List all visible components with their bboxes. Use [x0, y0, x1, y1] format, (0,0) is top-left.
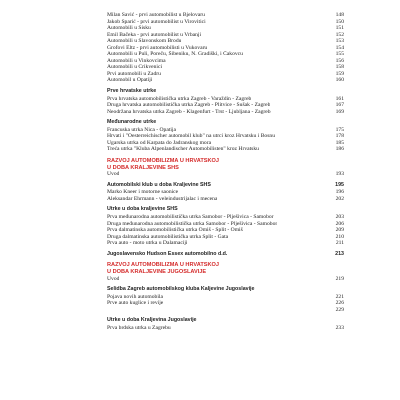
toc-page-number: 158 — [335, 64, 344, 71]
toc-entry-title: Jugoslavensko Hudson Essex automobilno d.d. — [107, 250, 228, 257]
toc-page-number: 229 — [335, 306, 344, 313]
toc-entry-title: Francuska utrka Nica - Opatija — [107, 126, 176, 133]
toc-page-number: 219 — [335, 275, 344, 282]
toc-entry[interactable] — [107, 325, 344, 332]
toc-section-heading: Prve hrvatske utrke — [107, 88, 157, 95]
toc-page-number: 203 — [335, 214, 344, 221]
toc-page-number: 160 — [335, 77, 344, 84]
toc-page-number: 233 — [335, 324, 344, 331]
toc-entry-title: Prve auto kuglice i revije — [107, 300, 164, 307]
toc-page-number: 211 — [335, 240, 344, 247]
toc-page-number: 159 — [335, 70, 344, 77]
toc-entry-title: Prvi automobili u Zadru — [107, 70, 161, 77]
toc-page-number: 206 — [335, 220, 344, 227]
toc-entry-title: Uvod — [107, 171, 120, 178]
toc-page-number: 175 — [335, 126, 344, 133]
toc-page-number: 151 — [335, 25, 344, 32]
toc-entry-title: Prva brdska utrka u Zagrebu — [107, 324, 171, 331]
toc-entry-title: Druga međunarodna automobilistička utrka Samobor - Plješivica - Samobor — [107, 220, 278, 227]
toc-section-heading: Utrke u doba Kraljevina Jugoslavije — [107, 317, 197, 324]
toc-entry-title: Automobilski klub u doba Kraljevine SHS — [107, 181, 211, 188]
toc-entry[interactable] — [107, 276, 344, 283]
toc-page-number: 226 — [335, 300, 344, 307]
toc-page-number: 150 — [335, 18, 344, 25]
toc-entry-title: Prva hrvatska automobilistička utrka Zagreb - Varaždin - Zagreb — [107, 95, 252, 102]
toc-chapter-title: U DOBA KRALJEVINE JUGOSLAVIJE — [107, 268, 207, 275]
toc-page-number: 196 — [335, 189, 344, 196]
toc-entry-title: Hrvati i "Oesterreichischer automobil klub" na utrci kroz Hrvatsku i Bosnu — [107, 133, 275, 140]
toc-page-number: 202 — [335, 195, 344, 202]
toc-entry-title: Druga dalmatinska automobilistička utrka Split - Gata — [107, 233, 229, 240]
toc-page-number: 153 — [335, 38, 344, 45]
toc-entry[interactable] — [107, 171, 344, 178]
toc-page-number: 186 — [335, 146, 344, 153]
toc-page-number: 152 — [335, 31, 344, 38]
toc-entry-title: Emil Bačeka - prvi automobilist u Vrbanji — [107, 31, 202, 38]
toc-page-number: 154 — [335, 44, 344, 51]
toc-entry-title: Prva dalmatinska automobilistička utrka Omiš - Split - Omiš — [107, 227, 243, 234]
toc-entry-title: Marko Kneer i motorne saonice — [107, 189, 179, 196]
toc-entry-title: Grofovi Eltz - prvi automobilisti u Vukovaru — [107, 44, 208, 51]
toc-entry[interactable] — [107, 109, 344, 116]
toc-chapter-title: RAZVOJ AUTOMOBILIZMA U HRVATSKOJ — [107, 262, 219, 269]
toc-entry[interactable] — [107, 146, 344, 153]
toc-entry-title: Prva auto - moto utrka u Dalamaciji — [107, 240, 188, 247]
toc-page-number: 213 — [335, 250, 344, 257]
toc-entry-title: Automobili u Slavonskom Brodu — [107, 38, 182, 45]
toc-section-heading: Međunarodne utrke — [107, 119, 157, 126]
toc-page-number: 209 — [335, 227, 344, 234]
toc-entry-title: Milan Savić - prvi automobilist u Bjelovaru — [107, 12, 205, 18]
toc-entry-title: Druga hrvatska automobilistička utrka Zagreb - Plitvice - Sušak - Zagreb — [107, 102, 271, 109]
toc-page-number: 178 — [335, 133, 344, 140]
toc-entry-title: Neodržana hrvatska utrka Zagreb - Klagenfurt - Trst - Ljubljana - Zagreb — [107, 108, 271, 115]
toc-section-heading: Selidba Zagreb automobilskog kluba Kaljevine Jugoslavije — [107, 286, 255, 293]
toc-entry-title: Aleksandar Ehrmann - veleindustrijalac i mecena — [107, 195, 218, 202]
toc-page-number: 155 — [335, 51, 344, 58]
toc-entry-title: Jakob Sparić - prvi automobilist u Virovitici — [107, 18, 206, 25]
toc-chapter-title: U DOBA KRALJEVINE SHS — [107, 164, 179, 171]
toc-entry[interactable] — [107, 240, 344, 247]
toc-page-number: 193 — [335, 171, 344, 178]
toc-entry-title: Automobil u Opatiji — [107, 77, 153, 84]
toc-entry-title: Ugarska utrka od Karpata do Jadranskog mora — [107, 139, 212, 146]
toc-entry[interactable] — [107, 307, 344, 314]
toc-section-heading: Utrke u doba kraljevine SHS — [107, 206, 178, 213]
toc-page-number: 169 — [335, 108, 344, 115]
toc-page-number: 185 — [335, 139, 344, 146]
toc-section-heading[interactable] — [107, 251, 344, 258]
toc-page-number: 161 — [335, 95, 344, 102]
toc-entry-title: Pojava novih automobila — [107, 293, 163, 300]
toc-page-number: 156 — [335, 57, 344, 64]
toc-entry-title: Automobili u Puli, Poreču, Šibeniku, N. Gradiški, i Čakovcu — [107, 51, 243, 58]
toc-entry-title: Treća utrka "Kluba Alpenlandischer Automobilisten" kroz Hrvatsku — [107, 146, 259, 153]
toc-page-number: 167 — [335, 102, 344, 109]
toc-page-number: 221 — [335, 293, 344, 300]
toc-chapter-title: RAZVOJ AUTOMOBILIZMA U HRVATSKOJ — [107, 158, 219, 165]
toc-page-number: 148 — [335, 12, 344, 18]
toc-entry-title: Automobili u Crikvenici — [107, 64, 163, 71]
toc-entry-title: Uvod — [107, 275, 120, 282]
toc-entry[interactable] — [107, 196, 344, 203]
toc-page-number: 195 — [335, 181, 344, 188]
toc-page-number: 210 — [335, 233, 344, 240]
toc-entry-title: Prva međunarodna automobilistička utrka Samobor - Plješivica - Samobor — [107, 214, 274, 221]
toc-entry-title: Automobili u Sisku — [107, 25, 151, 32]
toc-section-heading[interactable] — [107, 182, 344, 189]
toc-entry-title: Automobili u Vinkovcima — [107, 57, 166, 64]
toc-entry[interactable] — [107, 77, 344, 84]
